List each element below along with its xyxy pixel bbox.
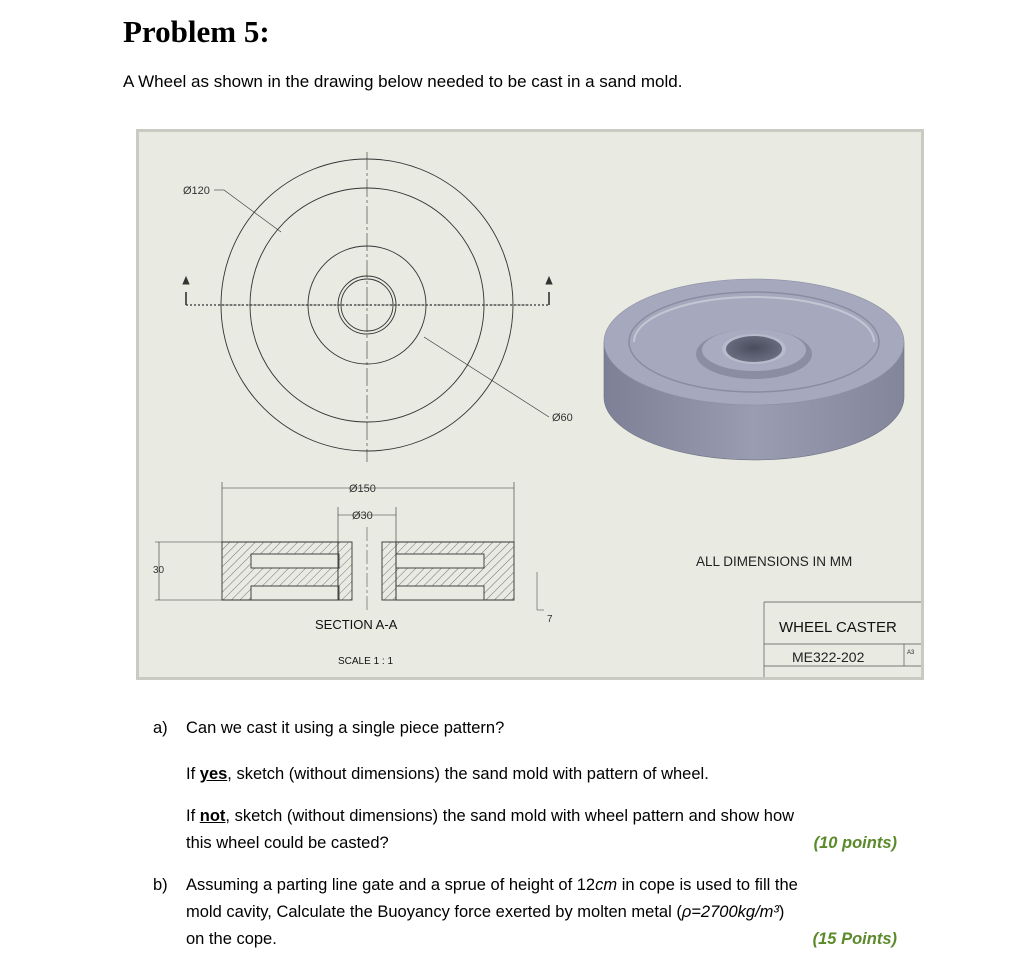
- yes-word: yes: [199, 765, 228, 783]
- yes-rest: , sketch (without dimensions) the sand mold with pattern of wheel.: [227, 765, 709, 783]
- dim-height-label: 30: [153, 565, 165, 576]
- dim-d60-label: Ø60: [552, 412, 573, 424]
- b-line3: on the cope.: [186, 930, 277, 948]
- title-block-name: WHEEL CASTER: [779, 619, 897, 636]
- question-a-yes-line: [186, 761, 709, 787]
- sheet-size: A3: [907, 650, 915, 656]
- dim-recess-label: 7: [547, 614, 553, 625]
- dim-d150-label: Ø150: [349, 483, 376, 495]
- dimensions-note: ALL DIMENSIONS IN MM: [696, 554, 853, 569]
- b-line1-pre: Assuming a parting line gate and a sprue of height of 12: [186, 876, 596, 894]
- question-b-marker: b): [153, 876, 168, 894]
- scale-label: SCALE 1 : 1: [338, 656, 394, 667]
- not-line2: this wheel could be casted?: [186, 834, 389, 852]
- title-block-number: ME322-202: [792, 649, 865, 665]
- isometric-wheel: [604, 279, 904, 460]
- question-a-text: Can we cast it using a single piece pattern?: [186, 719, 505, 737]
- title-block: [764, 602, 921, 677]
- b-density: ρ=2700kg/m³: [681, 903, 779, 921]
- not-rest: , sketch (without dimensions) the sand mold with wheel pattern and show how: [225, 807, 795, 825]
- dim-d120-label: Ø120: [183, 185, 210, 197]
- question-a-points: (10 points): [813, 834, 897, 852]
- b-line2-pre: mold cavity, Calculate the Buoyancy force exerted by molten metal (: [186, 903, 682, 921]
- drawing-canvas: [139, 132, 921, 677]
- b-line2-post: ): [778, 903, 785, 921]
- question-a-not-line: [186, 803, 794, 829]
- b-line1-post: in cope is used to fill the: [617, 876, 798, 894]
- question-b-line1: [186, 872, 798, 898]
- section-label: SECTION A-A: [315, 617, 398, 632]
- problem-title: Problem 5:: [123, 14, 270, 49]
- yes-prefix: If: [186, 765, 200, 783]
- not-prefix: If: [186, 807, 200, 825]
- question-b-points: (15 Points): [812, 930, 897, 948]
- question-b-line2: [186, 899, 784, 925]
- question-b-line3: [186, 926, 897, 952]
- dim-d30-label: Ø30: [352, 510, 373, 522]
- b-line1-unit: cm: [595, 876, 618, 894]
- section-view: [155, 482, 544, 610]
- question-a-not-line2: [186, 830, 897, 856]
- engineering-drawing: [136, 129, 924, 680]
- problem-intro: A Wheel as shown in the drawing below needed to be cast in a sand mold.: [123, 72, 683, 91]
- question-a-marker: a): [153, 719, 168, 737]
- not-word: not: [199, 807, 226, 825]
- top-view: [183, 152, 552, 462]
